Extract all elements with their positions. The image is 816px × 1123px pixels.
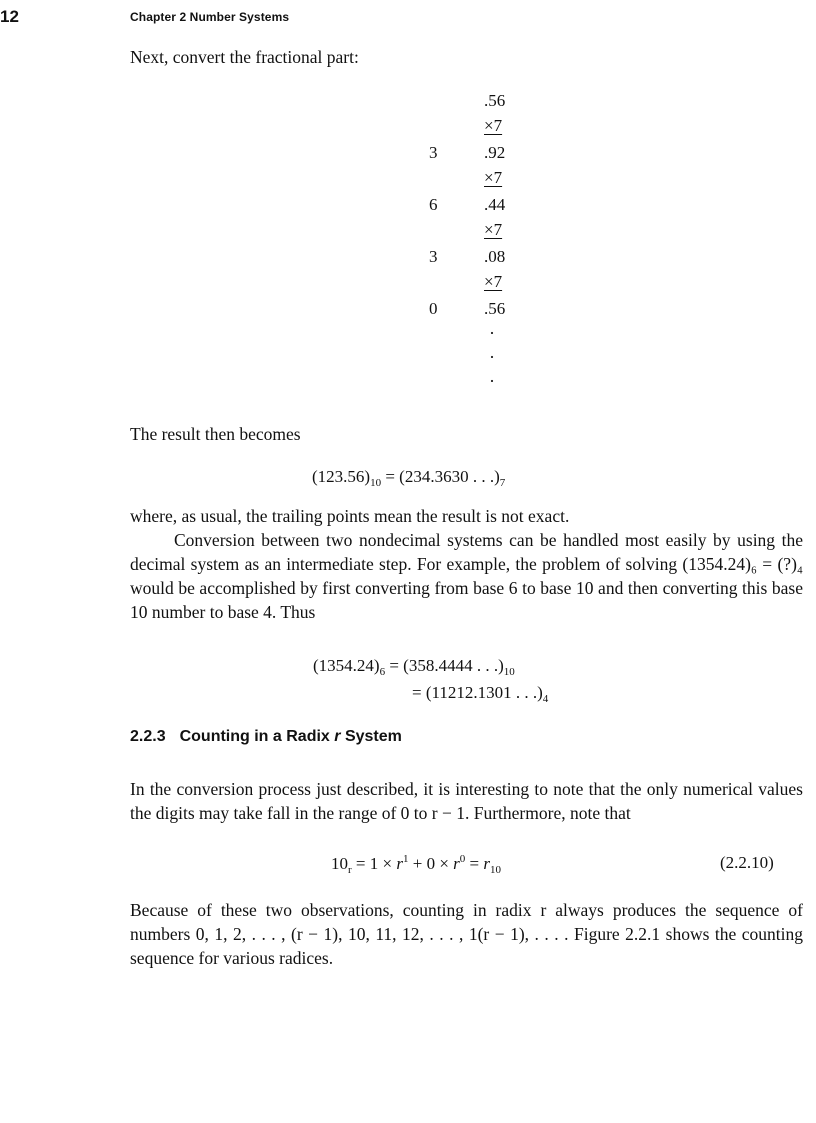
step-value: .92 <box>484 143 506 162</box>
result-rhs-base: 7 <box>499 477 506 489</box>
multiplier: ×7 <box>484 220 503 239</box>
paragraph: In the conversion process just described, it is interesting to note that the only numerical values the digits may take fall in the range of 0 to r − 1. Furthermore, note that <box>130 779 803 823</box>
multiplier: ×7 <box>484 168 503 187</box>
radix-eq-exp: 1 <box>402 853 409 865</box>
intro-text: Next, convert the fractional part: <box>130 47 359 67</box>
section-title-var: r <box>334 728 341 745</box>
radix-eq-part: 10 <box>331 854 348 873</box>
radix-eq-var: r <box>396 854 403 873</box>
conversion-rhs: = (358.4444 . . .) <box>389 656 504 675</box>
equation-number: (2.2.10) <box>720 853 774 872</box>
radix-eq-exp: 0 <box>459 853 466 865</box>
step-value: .44 <box>484 195 506 214</box>
continuation-dot: · <box>489 371 495 391</box>
section-title-end: System <box>340 728 402 745</box>
section-title-start: Counting in a Radix <box>179 728 335 745</box>
conversion-equation-line2 <box>412 683 548 705</box>
step-digit: 3 <box>429 247 438 266</box>
continuation-dot: · <box>489 323 495 343</box>
conversion-equation-line1 <box>313 656 515 678</box>
multiplier: ×7 <box>484 272 503 291</box>
result-equation <box>312 467 505 489</box>
section-number: 2.2.3 <box>130 728 166 745</box>
step-digit: 3 <box>429 143 438 162</box>
conversion-rhs2-base: 4 <box>542 693 549 705</box>
step-digit: 0 <box>429 299 438 318</box>
conversion-rhs-base: 10 <box>503 666 515 678</box>
radix-eq-var: r <box>453 854 460 873</box>
radix-eq-base: r <box>348 864 352 876</box>
continuation-dot: · <box>489 347 495 367</box>
paragraph: where, as usual, the trailing points mean the result is not exact. <box>130 506 570 526</box>
radix-eq-var: r <box>483 854 491 873</box>
running-head: Chapter 2 Number Systems <box>130 10 290 24</box>
multiplier: ×7 <box>484 116 503 135</box>
paragraph: Because of these two observations, counting in radix r always produces the sequence of numbers 0, 1, 2, . . . , (r − 1), 10, 11, 12, . . . , 1(r − 1), . . . . Figure 2.2.1 shows the counting sequence for various radices. <box>130 900 803 968</box>
step-digit: 6 <box>429 195 438 214</box>
section-heading <box>130 728 402 746</box>
radix-eq-base: 10 <box>490 864 502 876</box>
conversion-lhs: (1354.24) <box>313 656 380 675</box>
result-rhs: = (234.3630 . . .) <box>385 467 500 486</box>
result-lhs-base: 10 <box>370 477 382 489</box>
result-intro: The result then becomes <box>130 424 301 444</box>
step-value: .56 <box>484 299 506 318</box>
page-number: 12 <box>0 7 19 26</box>
radix-equation <box>331 853 501 876</box>
paragraph: Conversion between two nondecimal systems can be handled most easily by using the decimal system as an intermediate step. For example, the problem of solving (1354.24)₆ = (?)₄ would be accomplished by first converting from base 6 to base 10 and then converting this base 10 number to base 4. Thus <box>130 530 803 622</box>
result-lhs: (123.56) <box>312 467 371 486</box>
start-value: .56 <box>484 91 506 110</box>
radix-eq-part: = 1 × <box>351 854 397 873</box>
step-value: .08 <box>484 247 506 266</box>
radix-eq-part: + 0 × <box>408 854 454 873</box>
conversion-rhs2: = (11212.1301 . . .) <box>412 683 543 702</box>
radix-eq-part: = <box>465 854 484 873</box>
conversion-lhs-base: 6 <box>379 666 386 678</box>
